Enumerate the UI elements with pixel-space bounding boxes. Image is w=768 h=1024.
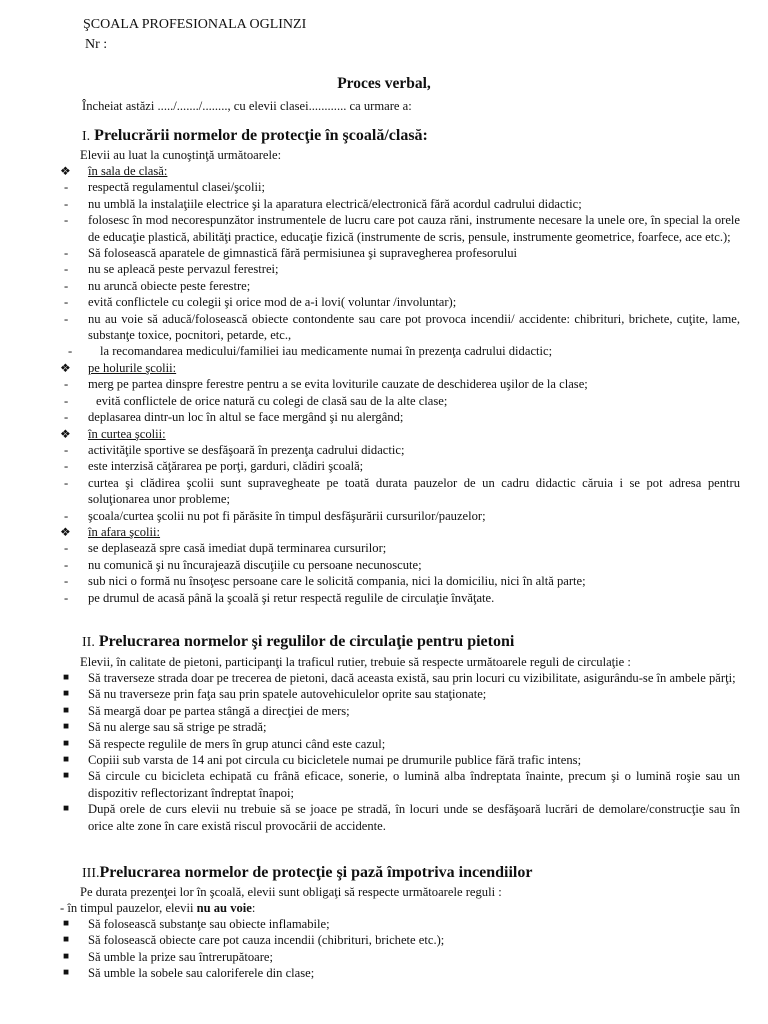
list-item: - nu comunică şi nu încurajează discuţiile cu persoane necunoscute; xyxy=(64,557,422,572)
diamond-bullet-icon: ❖ xyxy=(60,164,71,178)
dash-marker: - xyxy=(64,180,69,195)
dash-marker: - xyxy=(64,541,69,556)
square-bullet-icon: ■ xyxy=(63,803,70,815)
intro-line: Încheiat astăzi ...../......./........, cu elevii clasei............ ca urmare a: xyxy=(82,99,412,113)
list-item: - activităţile sportive se desfăşoară în prezenţa cadrului didactic; xyxy=(64,442,405,457)
list-item: - curtea şi clădirea şcolii sunt supravegheate pe toată durata pauzelor de un cadru didactic căruia i se pot adresa pentru soluţionarea unor probleme; xyxy=(64,475,740,507)
group-heading: ❖ în sala de clasă: xyxy=(60,164,168,178)
dash-marker: - xyxy=(64,213,69,228)
list-item: - este interzisă căţărarea pe porţi, garduri, clădiri şcoală; xyxy=(64,459,364,474)
list-item: - evită conflictele cu colegii şi orice mod de a-i lovi( voluntar /involuntar); xyxy=(64,295,457,310)
square-bullet-icon: ■ xyxy=(63,950,70,962)
diamond-bullet-icon: ❖ xyxy=(60,426,71,441)
dash-marker: - xyxy=(64,557,69,572)
document-title: Proces verbal, xyxy=(337,75,431,92)
list-item: - pe drumul de acasă până la şcoală şi retur respectă regulile de circulaţie învăţate. xyxy=(64,590,495,605)
section-1-lead: Elevii au luat la cunoştinţă următoarele: xyxy=(80,148,282,162)
dash-marker: - xyxy=(64,475,69,490)
group-heading: ❖ în curtea şcolii: xyxy=(60,426,166,441)
list-item: ■ Să respecte regulile de mers în grup atunci când este cazul; xyxy=(63,736,386,751)
list-item: - folosesc în mod necorespunzător instrumentele de lucru care pot cauza răni, instrumente necesare la unele ore, în special la orele de educaţie plastică, abilităţi practice, educaţie fizică (instrumente de scris, pensule, instrumente geometrice, foarfece, ace etc.); xyxy=(64,213,740,244)
dash-marker: - xyxy=(64,246,69,261)
list-item: - respectă regulamentul clasei/şcolii; xyxy=(64,180,265,195)
dash-marker: - xyxy=(64,574,69,589)
list-item: - nu umblă la instalaţiile electrice şi la aparatura electrică/electronică fără acordul cadrului didactic; xyxy=(64,196,582,211)
list-item: - şcoala/curtea şcolii nu pot fi părăsite în timpul desfăşurării cursurilor/pauzelor; xyxy=(64,508,486,523)
list-item: - nu se apleacă peste pervazul ferestrei; xyxy=(64,262,279,277)
square-bullet-icon: ■ xyxy=(63,704,70,716)
dash-marker: - xyxy=(64,311,69,326)
square-bullet-icon: ■ xyxy=(63,754,70,766)
dash-marker: - xyxy=(64,410,69,425)
section-3-sublead: - în timpul pauzelor, elevii nu au voie: xyxy=(60,901,256,915)
list-item: ■ După orele de curs elevii nu trebuie să se joace pe stradă, în locuri unde se desfăşoară lucrări de demolare/construcţie sau în orice alte zone în care există riscul provocării de accidente. xyxy=(63,802,740,833)
list-item: ■ Să nu alerge sau să strige pe stradă; xyxy=(63,720,267,735)
diamond-bullet-icon: ❖ xyxy=(60,360,71,375)
section-1-roman: I. xyxy=(82,129,91,144)
section-2-roman: II. xyxy=(82,635,95,650)
list-item: ■ Copiii sub varsta de 14 ani pot circula cu bicicletele numai pe drumurile publice fără trafic intens; xyxy=(63,753,582,768)
list-item: ■ Să folosească obiecte care pot cauza incendii (chibrituri, brichete etc.); xyxy=(63,933,445,948)
dash-marker: - xyxy=(64,196,69,211)
section-2-heading xyxy=(82,632,514,653)
school-name: ŞCOALA PROFESIONALA OGLINZI xyxy=(83,17,307,32)
group-heading: ❖ în afara şcolii: xyxy=(60,524,161,539)
list-item: ■ Să folosească substanţe sau obiecte inflamabile; xyxy=(63,917,330,931)
list-item: - merg pe partea dinspre ferestre pentru a se evita loviturile cauzate de deschiderea uşilor de la clase; xyxy=(64,377,588,392)
section-3-lead: Pe durata prezenţei lor în şcoală, elevii sunt obligaţi să respecte următoarele reguli : xyxy=(80,885,502,899)
list-item: - nu au voie să aducă/folosească obiecte contondente sau care pot provoca incendii/ accidente: chibrituri, brichete, cuţite, lame, substanţe toxice, pocnitori, petarde, etc., xyxy=(64,311,740,343)
dash-marker: - xyxy=(64,377,69,392)
diamond-bullet-icon: ❖ xyxy=(60,524,71,539)
section-2-title: Prelucrarea normelor şi regulilor de circulaţie pentru pietoni xyxy=(98,633,515,650)
section-3-list xyxy=(60,916,740,982)
dash-marker: - xyxy=(64,590,69,605)
square-bullet-icon: ■ xyxy=(63,737,70,749)
dash-marker: - xyxy=(64,393,69,408)
dash-marker: - xyxy=(64,459,69,474)
list-item: - evită conflictele de orice natură cu colegi de clasă sau de la alte clase; xyxy=(64,393,448,408)
square-bullet-icon: ■ xyxy=(63,688,70,700)
section-2-lead: Elevii, în calitate de pietoni, participanţi la traficul rutier, trebuie să respecte următoarele reguli de circulaţie : xyxy=(80,655,631,669)
list-item: ■ Să umble la prize sau întrerupătoare; xyxy=(63,949,273,964)
dash-marker: - xyxy=(64,442,69,457)
dash-marker: - xyxy=(68,344,73,359)
list-item: - la recomandarea medicului/familiei iau medicamente numai în prezenţa cadrului didactic; xyxy=(68,344,553,359)
list-item: ■ Să circule cu bicicleta echipată cu frână eficace, sonerie, o lumină alba îndreptata înainte, precum şi o lumină roşie sau un dispozitiv reflectorizant îndreptat înapoi; xyxy=(63,769,740,800)
dash-marker: - xyxy=(64,295,69,310)
list-item: - Să folosească aparatele de gimnastică fără permisiunea şi supravegherea profesorului xyxy=(64,246,518,261)
square-bullet-icon: ■ xyxy=(63,672,70,683)
list-item: ■ Să nu traverseze prin faţa sau prin spatele autovehiculelor oprite sau staţionate; xyxy=(63,687,487,702)
dash-marker: - xyxy=(64,508,69,523)
registration-number: Nr : xyxy=(85,37,108,52)
section-2-list xyxy=(60,670,740,834)
dash-marker: - xyxy=(64,278,69,293)
section-3-heading xyxy=(82,863,532,884)
section-1-heading xyxy=(82,126,428,147)
list-item: ■ Să meargă doar pe partea stângă a direcţiei de mers; xyxy=(63,703,350,718)
list-item: - sub nici o formă nu însoţesc persoane care le solicită compania, nici la domiciliu, nici în altă parte; xyxy=(64,574,586,589)
list-item: ■ Să umble la sobele sau caloriferele din clase; xyxy=(63,966,315,981)
square-bullet-icon: ■ xyxy=(63,721,70,733)
group-heading: ❖ pe holurile şcolii: xyxy=(60,360,177,375)
list-item: ■ Să traverseze strada doar pe trecerea de pietoni, dacă aceasta există, sau prin locuri cu vizibilitate, asigurându-se în ambele părţi; xyxy=(63,671,736,685)
list-item: - deplasarea dintr-un loc în altul se face mergând şi nu alergând; xyxy=(64,410,404,425)
section-1-title: Prelucrării normelor de protecţie în şcoală/clasă: xyxy=(94,127,428,144)
list-item: - se deplasează spre casă imediat după terminarea cursurilor; xyxy=(64,541,387,556)
list-item: - nu aruncă obiecte peste ferestre; xyxy=(64,278,251,293)
square-bullet-icon: ■ xyxy=(63,967,70,979)
square-bullet-icon: ■ xyxy=(63,934,70,946)
section-3-title: Prelucrarea normelor de protecţie şi pază împotriva incendiilor xyxy=(99,864,533,881)
section-3-roman: III. xyxy=(82,866,100,881)
square-bullet-icon: ■ xyxy=(63,770,70,782)
section-1-list xyxy=(60,163,740,606)
dash-marker: - xyxy=(64,262,69,277)
square-bullet-icon: ■ xyxy=(63,918,70,929)
